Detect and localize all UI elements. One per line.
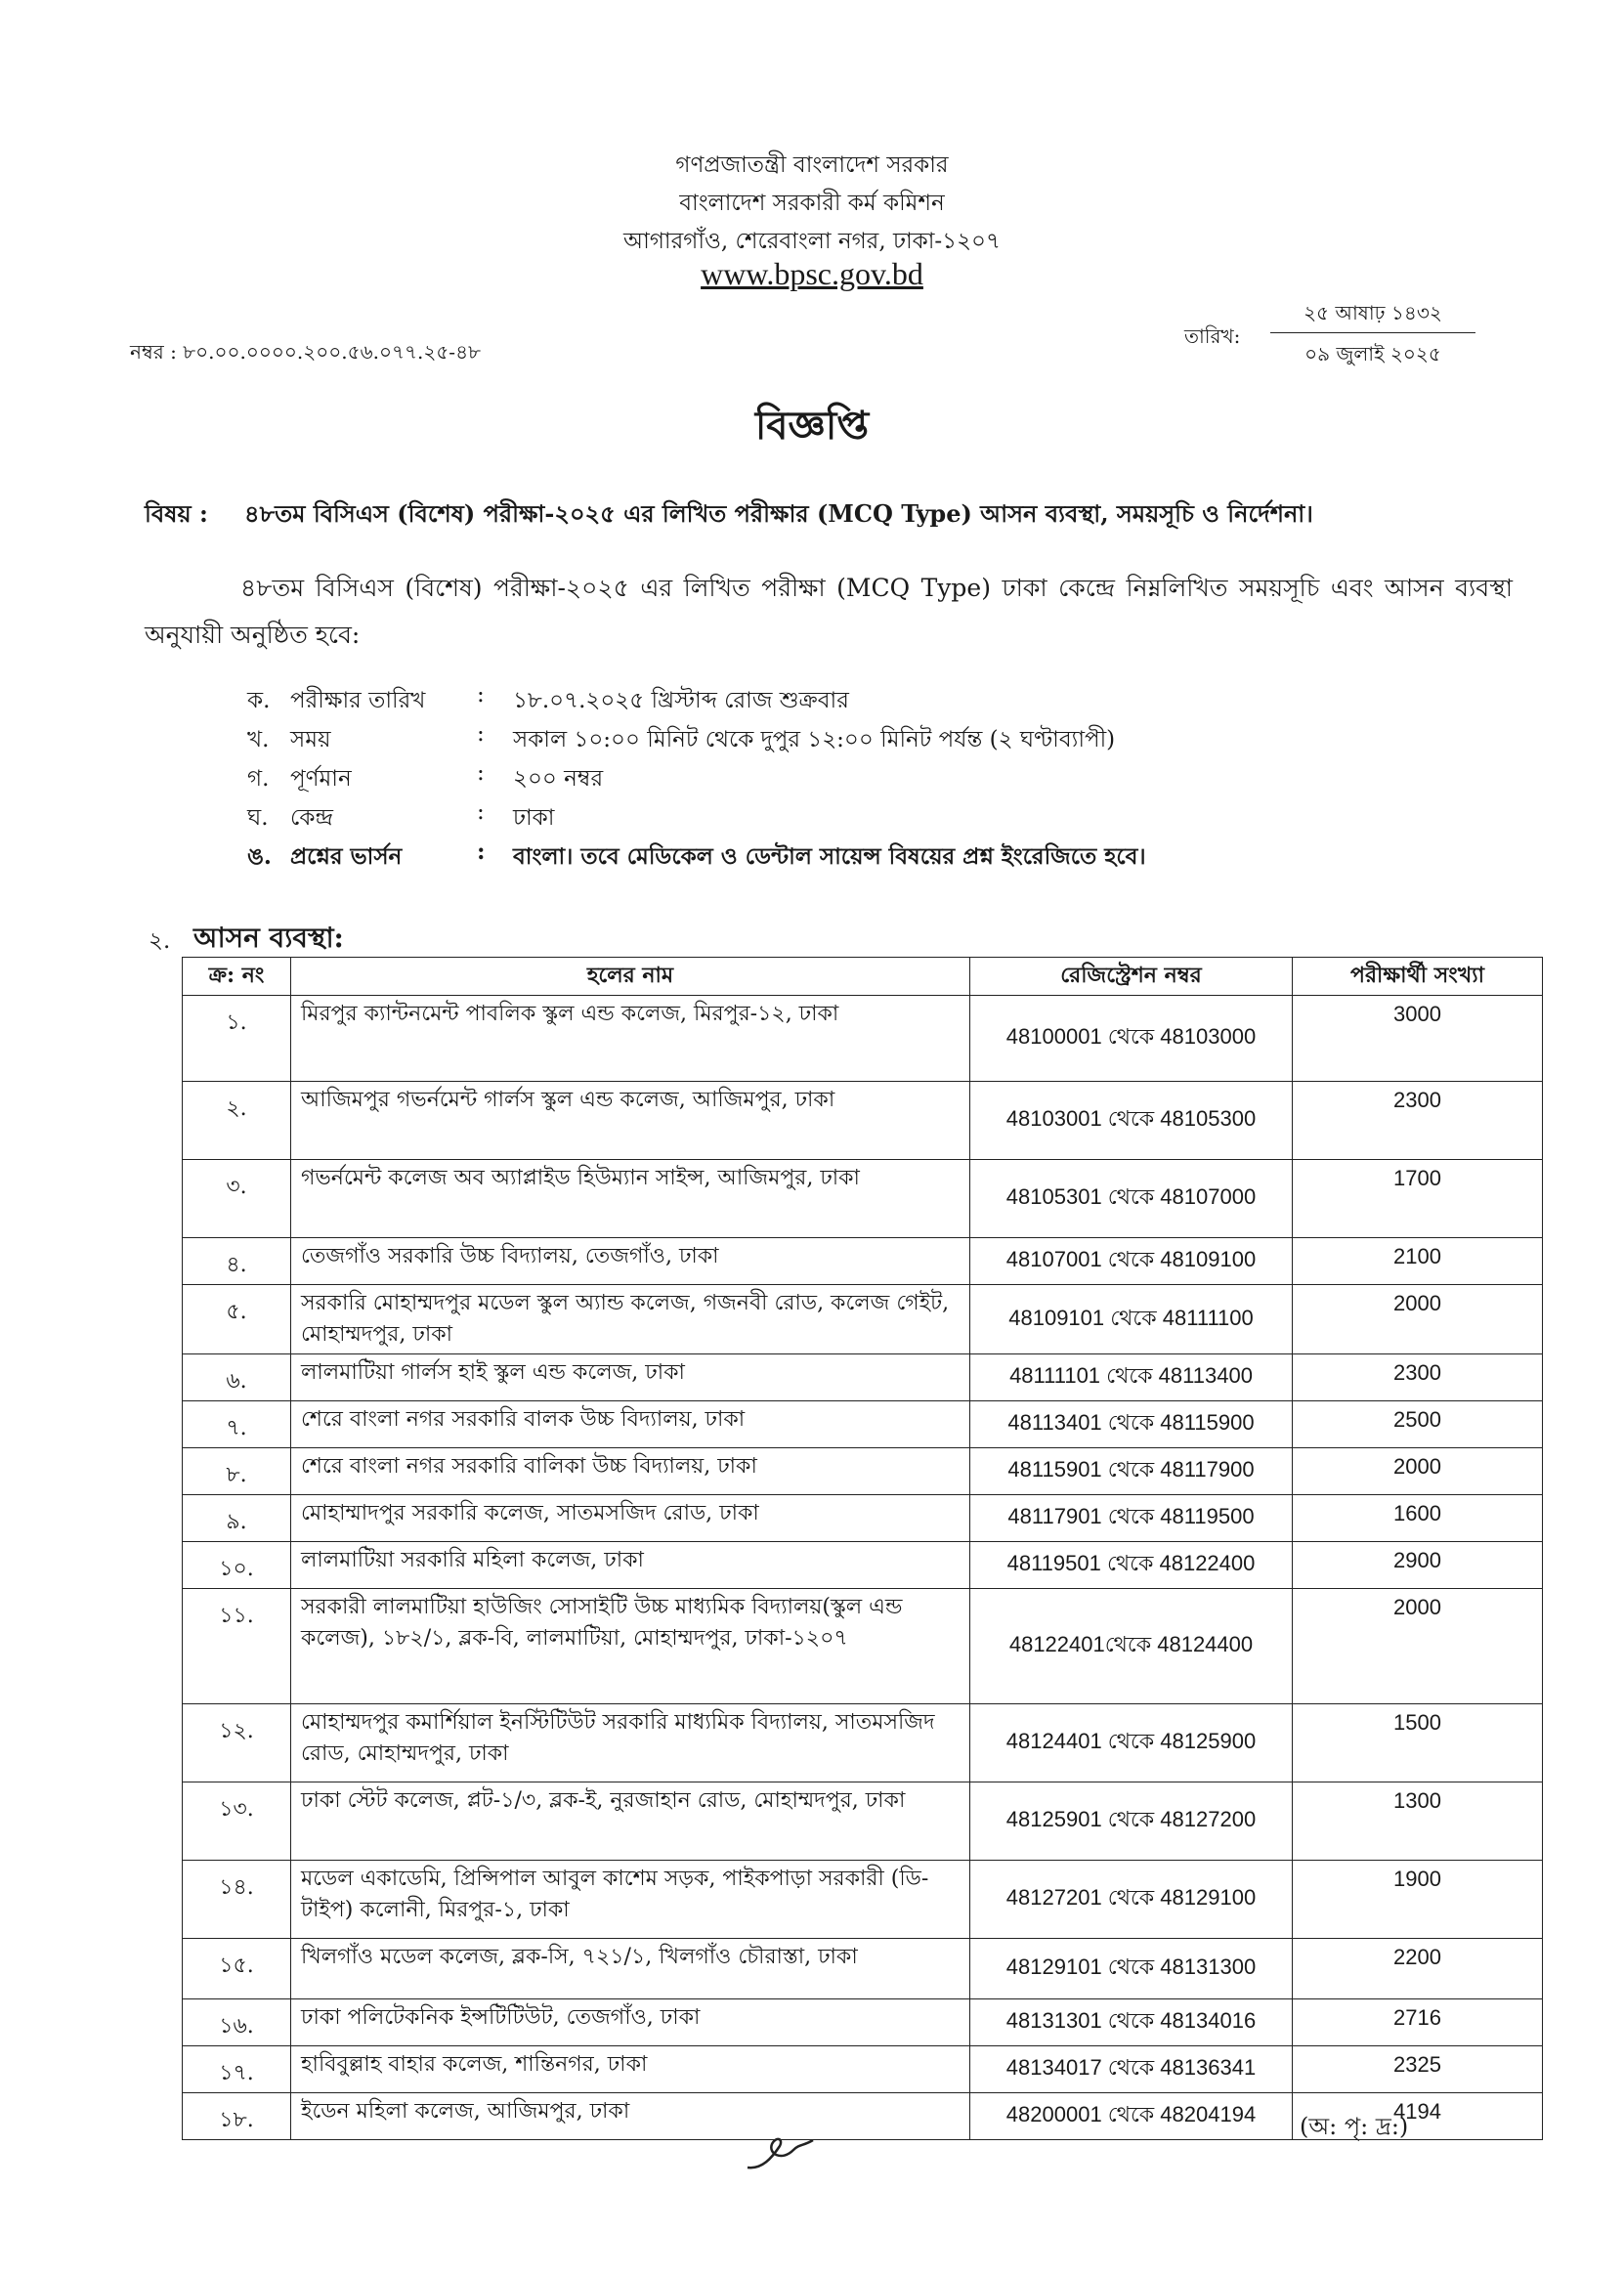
memo-number: নম্বর : ৮০.০০.০০০০.২০০.৫৬.০৭৭.২৫-৪৮ (130, 340, 482, 364)
serial-cell: ২. (183, 1082, 291, 1160)
serial-cell: ১৭. (183, 2046, 291, 2093)
govt-name: গণপ্রজাতন্ত্রী বাংলাদেশ সরকার (675, 152, 949, 178)
col-header-candidates: পরীক্ষার্থী সংখ্যা (1293, 958, 1543, 996)
detail-marker: ঙ. (247, 843, 272, 870)
detail-row-date (0, 682, 1624, 721)
registration-range-cell: 48124401 থেকে 48125900 (970, 1704, 1293, 1782)
candidate-count-cell: 2500 (1293, 1401, 1543, 1448)
detail-separator: : (477, 838, 486, 865)
table-row (183, 1285, 1543, 1354)
detail-value: বাংলা। তবে মেডিকেল ও ডেন্টাল সায়েন্স বিষয়ের প্রশ্ন ইংরেজিতে হবে। (513, 843, 1146, 870)
hall-name-cell: লালমাটিয়া সরকারি মহিলা কলেজ, ঢাকা (291, 1542, 970, 1589)
hall-name-cell: সরকারী লালমাটিয়া হাউজিং সোসাইটি উচ্চ মাধ্যমিক বিদ্যালয়(স্কুল এন্ড কলেজ), ১৮২/১, ব্লক-বি, লালমাটিয়া, মোহাম্মদপুর, ঢাকা-১২০৭ (291, 1589, 970, 1704)
detail-value: ২০০ নম্বর (513, 766, 604, 792)
registration-range-cell: 48109101 থেকে 48111100 (970, 1285, 1293, 1354)
detail-marker: গ. (247, 766, 270, 792)
registration-range-cell: 48107001 থেকে 48109100 (970, 1238, 1293, 1285)
registration-range-cell: 48125901 থেকে 48127200 (970, 1782, 1293, 1861)
candidate-count-cell: 2325 (1293, 2046, 1543, 2093)
candidate-count-cell: 1500 (1293, 1704, 1543, 1782)
subject-label: বিষয় : (145, 499, 208, 528)
serial-cell: ৫. (183, 1285, 291, 1354)
candidate-count-cell: 2900 (1293, 1542, 1543, 1589)
serial-cell: ১. (183, 996, 291, 1082)
detail-label: সময় (290, 727, 331, 752)
registration-range-cell: 48122401থেকে 48124400 (970, 1589, 1293, 1704)
detail-separator: : (477, 760, 485, 786)
registration-range-cell: 48134017 থেকে 48136341 (970, 2046, 1293, 2093)
registration-range-cell: 48111101 থেকে 48113400 (970, 1354, 1293, 1401)
registration-range-cell: 48119501 থেকে 48122400 (970, 1542, 1293, 1589)
serial-cell: ১৫. (183, 1939, 291, 1999)
table-row (183, 1401, 1543, 1448)
table-row (183, 1999, 1543, 2046)
detail-label: প্রশ্নের ভার্সন (290, 843, 403, 870)
col-header-serial: ক্র: নং (183, 958, 291, 996)
registration-range-cell: 48105301 থেকে 48107000 (970, 1160, 1293, 1238)
table-row (183, 1082, 1543, 1160)
detail-row-time (0, 721, 1624, 760)
hall-name-cell: ঢাকা পলিটেকনিক ইন্সটিটিউট, তেজগাঁও, ঢাকা (291, 1999, 970, 2046)
date-bangla: ২৫ আষাঢ় ১৪৩২ (1303, 301, 1442, 324)
serial-cell: ৬. (183, 1354, 291, 1401)
detail-marker: ক. (247, 688, 271, 713)
hall-name-cell: ইডেন মহিলা কলেজ, আজিমপুর, ঢাকা (291, 2093, 970, 2140)
section-heading: আসন ব্যবস্থা: (193, 922, 344, 954)
registration-range-cell: 48100001 থেকে 48103000 (970, 996, 1293, 1082)
continued-note: (অ: পৃ: দ্র:) (1300, 2113, 1409, 2140)
subject-text: ৪৮তম বিসিএস (বিশেষ) পরীক্ষা-২০২৫ এর লিখিত পরীক্ষার (MCQ Type) আসন ব্যবস্থা, সময়সূচি ও নির্দেশনা। (244, 499, 1313, 528)
hall-name-cell: মোহাম্মাদপুর সরকারি কলেজ, সাতমসজিদ রোড, ঢাকা (291, 1495, 970, 1542)
serial-cell: ৩. (183, 1160, 291, 1238)
signature-mark (743, 2128, 821, 2177)
hall-name-cell: শেরে বাংলা নগর সরকারি বালক উচ্চ বিদ্যালয়, ঢাকা (291, 1401, 970, 1448)
detail-label: পরীক্ষার তারিখ (290, 688, 426, 713)
registration-range-cell: 48117901 থেকে 48119500 (970, 1495, 1293, 1542)
candidate-count-cell: 2300 (1293, 1354, 1543, 1401)
table-row (183, 1160, 1543, 1238)
table-row (183, 1589, 1543, 1704)
table-row (183, 1782, 1543, 1861)
serial-cell: ৪. (183, 1238, 291, 1285)
commission-name: বাংলাদেশ সরকারী কর্ম কমিশন (679, 191, 945, 216)
serial-cell: ১৪. (183, 1861, 291, 1939)
serial-cell: ৭. (183, 1401, 291, 1448)
registration-range-cell: 48127201 থেকে 48129100 (970, 1861, 1293, 1939)
serial-cell: ১৮. (183, 2093, 291, 2140)
detail-value: ১৮.০৭.২০২৫ খ্রিস্টাব্দ রোজ শুক্রবার (513, 688, 849, 713)
table-row (183, 1861, 1543, 1939)
detail-value: ঢাকা (513, 805, 555, 831)
serial-cell: ১৩. (183, 1782, 291, 1861)
hall-name-cell: খিলগাঁও মডেল কলেজ, ব্লক-সি, ৭২১/১, খিলগাঁও চৌরাস্তা, ঢাকা (291, 1939, 970, 1999)
website-link[interactable]: www.bpsc.gov.bd (701, 256, 923, 291)
candidate-count-cell: 1700 (1293, 1160, 1543, 1238)
serial-cell: ১৬. (183, 1999, 291, 2046)
hall-name-cell: লালমাটিয়া গার্লস হাই স্কুল এন্ড কলেজ, ঢাকা (291, 1354, 970, 1401)
hall-name-cell: ঢাকা স্টেট কলেজ, প্লট-১/৩, ব্লক-ই, নুরজাহান রোড, মোহাম্মদপুর, ঢাকা (291, 1782, 970, 1861)
detail-row-marks (0, 760, 1624, 799)
serial-cell: ৯. (183, 1495, 291, 1542)
hall-name-cell: সরকারি মোহাম্মদপুর মডেল স্কুল অ্যান্ড কলেজ, গজনবী রোড, কলেজ গেইট, মোহাম্মদপুর, ঢাকা (291, 1285, 970, 1354)
candidate-count-cell: 3000 (1293, 996, 1543, 1082)
detail-row-centre (0, 799, 1624, 838)
registration-range-cell: 48200001 থেকে 48204194 (970, 2093, 1293, 2140)
commission-address: আগারগাঁও, শেরেবাংলা নগর, ঢাকা-১২০৭ (623, 229, 1001, 254)
detail-separator: : (477, 799, 485, 825)
table-row (183, 1354, 1543, 1401)
registration-range-cell: 48131301 থেকে 48134016 (970, 1999, 1293, 2046)
hall-name-cell: গভর্নমেন্ট কলেজ অব অ্যাপ্লাইড হিউম্যান সাইন্স, আজিমপুর, ঢাকা (291, 1160, 970, 1238)
hall-name-cell: হাবিবুল্লাহ বাহার কলেজ, শান্তিনগর, ঢাকা (291, 2046, 970, 2093)
detail-marker: খ. (247, 727, 270, 752)
table-row (183, 1238, 1543, 1285)
date-label: তারিখ: (1184, 324, 1241, 348)
hall-name-cell: শেরে বাংলা নগর সরকারি বালিকা উচ্চ বিদ্যালয়, ঢাকা (291, 1448, 970, 1495)
candidate-count-cell: 1300 (1293, 1782, 1543, 1861)
hall-name-cell: আজিমপুর গভর্নমেন্ট গার্লস স্কুল এন্ড কলেজ, আজিমপুর, ঢাকা (291, 1082, 970, 1160)
candidate-count-cell: 2000 (1293, 1285, 1543, 1354)
candidate-count-cell: 1600 (1293, 1495, 1543, 1542)
candidate-count-cell: 2000 (1293, 1448, 1543, 1495)
section-number: ২. (149, 928, 171, 954)
table-row (183, 1448, 1543, 1495)
col-header-registration: রেজিস্ট্রেশন নম্বর (970, 958, 1293, 996)
registration-range-cell: 48103001 থেকে 48105300 (970, 1082, 1293, 1160)
candidate-count-cell: 1900 (1293, 1861, 1543, 1939)
hall-name-cell: মোহাম্মদপুর কমার্শিয়াল ইনস্টিটিউট সরকারি মাধ্যমিক বিদ্যালয়, সাতমসজিদ রোড, মোহাম্মদপুর, ঢাকা (291, 1704, 970, 1782)
table-header-row (183, 958, 1543, 996)
serial-cell: ১১. (183, 1589, 291, 1704)
detail-separator: : (477, 682, 485, 708)
candidate-count-cell: 2000 (1293, 1589, 1543, 1704)
serial-cell: ৮. (183, 1448, 291, 1495)
hall-name-cell: তেজগাঁও সরকারি উচ্চ বিদ্যালয়, তেজগাঁও, ঢাকা (291, 1238, 970, 1285)
detail-label: পূর্ণমান (290, 766, 352, 792)
date-divider (1270, 332, 1475, 333)
detail-marker: ঘ. (247, 805, 269, 831)
candidate-count-cell: 2200 (1293, 1939, 1543, 1999)
detail-row-version (0, 838, 1624, 878)
seat-arrangement-table (182, 957, 1543, 2140)
table-row (183, 1939, 1543, 1999)
candidate-count-cell: 4194 (1293, 2093, 1543, 2140)
serial-cell: ১০. (183, 1542, 291, 1589)
detail-label: কেন্দ্র (290, 805, 334, 831)
candidate-count-cell: 2300 (1293, 1082, 1543, 1160)
registration-range-cell: 48115901 থেকে 48117900 (970, 1448, 1293, 1495)
table-row (183, 1495, 1543, 1542)
registration-range-cell: 48129101 থেকে 48131300 (970, 1939, 1293, 1999)
col-header-hall: হলের নাম (291, 958, 970, 996)
table-row (183, 1704, 1543, 1782)
date-english: ০৯ জুলাই ২০২৫ (1304, 342, 1441, 365)
table-row (183, 1542, 1543, 1589)
candidate-count-cell: 2100 (1293, 1238, 1543, 1285)
serial-cell: ১২. (183, 1704, 291, 1782)
intro-paragraph: ৪৮তম বিসিএস (বিশেষ) পরীক্ষা-২০২৫ এর লিখিত পরীক্ষা (MCQ Type) ঢাকা কেন্দ্রে নিম্নলিখিত সময়সূচি এবং আসন ব্যবস্থা অনুযায়ী অনুষ্ঠিত হবে: (145, 574, 1513, 649)
notice-title: বিজ্ঞপ্তি (754, 403, 870, 449)
table-row (183, 996, 1543, 1082)
detail-separator: : (477, 721, 485, 747)
table-row (183, 2046, 1543, 2093)
detail-value: সকাল ১০:০০ মিনিট থেকে দুপুর ১২:০০ মিনিট পর্যন্ত (২ ঘণ্টাব্যাপী) (513, 727, 1116, 752)
registration-range-cell: 48113401 থেকে 48115900 (970, 1401, 1293, 1448)
hall-name-cell: মডেল একাডেমি, প্রিন্সিপাল আবুল কাশেম সড়ক, পাইকপাড়া সরকারী (ডি-টাইপ) কলোনী, মিরপুর-১, ঢাকা (291, 1861, 970, 1939)
candidate-count-cell: 2716 (1293, 1999, 1543, 2046)
hall-name-cell: মিরপুর ক্যান্টনমেন্ট পাবলিক স্কুল এন্ড কলেজ, মিরপুর-১২, ঢাকা (291, 996, 970, 1082)
